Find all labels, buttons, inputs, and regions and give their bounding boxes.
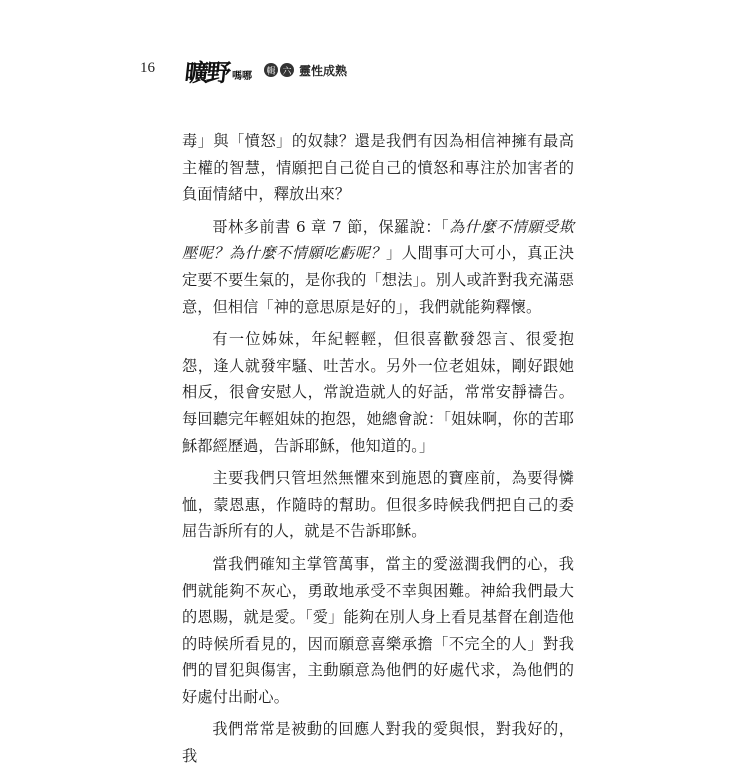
- page-number: 16: [140, 60, 155, 76]
- paragraph-2: [182, 214, 574, 320]
- book-logo: [185, 53, 252, 88]
- chapter-badge: [264, 62, 347, 79]
- running-header: [185, 52, 347, 88]
- chapter-title: 靈性成熟: [299, 63, 348, 78]
- logo-title: 曠野: [183, 57, 231, 87]
- body-text: [182, 128, 574, 776]
- chapter-circle-label: 輯: [264, 63, 278, 77]
- paragraph-5: 當我們確知主掌管萬事，當主的愛滋潤我們的心，我們就能夠不灰心，勇敢地承受不幸與困難。神給我們最大的恩賜，就是愛。「愛」能夠在別人身上看見基督在創造他的時候所看見的，因而願意喜樂承擔「不完全的人」對我們的冒犯與傷害，主動願意為他們的好處代求，為他們的好處付出耐心。: [182, 554, 574, 706]
- paragraph-1: 毒」與「憤怒」的奴隸？還是我們有因為相信神擁有最高主權的智慧，情願把自己從自己的憤怒和專注於加害者的負面情緒中，釋放出來？: [182, 132, 574, 204]
- logo-subtitle: 嗎哪: [232, 70, 252, 82]
- chapter-circle-number: 六: [280, 63, 294, 77]
- paragraph-3: 有一位姊妹，年紀輕輕，但很喜歡發怨言、很愛抱怨，逢人就發牢騷、吐苦水。另外一位老姐妹，剛好跟她相反，很會安慰人，常說造就人的好話，常常安靜禱告。每回聽完年輕姐妹的抱怨，她總會說：「姐妹啊，你的苦耶穌都經歷過，告訴耶穌，他知道的。」: [182, 330, 574, 455]
- scripture-quote: 為什麼不情願受欺壓呢？為什麼不情願吃虧呢？: [182, 217, 574, 263]
- paragraph-2-rest: 」人間事可大可小，真正決定要不要生氣的，是你我的「想法」。別人或許對我充滿惡意，但相信「神的意思原是好的」，我們就能夠釋懷。: [182, 244, 574, 316]
- paragraph-2-intro: 哥林多前書 6 章 7 節，保羅說：「: [212, 217, 450, 236]
- paragraph-6: 我們常常是被動的回應人對我的愛與恨，對我好的，我: [182, 720, 574, 766]
- paragraph-4: 主要我們只管坦然無懼來到施恩的寶座前，為要得憐恤，蒙恩惠，作隨時的幫助。但很多時候我們把自己的委屈告訴所有的人，就是不告訴耶穌。: [182, 469, 574, 541]
